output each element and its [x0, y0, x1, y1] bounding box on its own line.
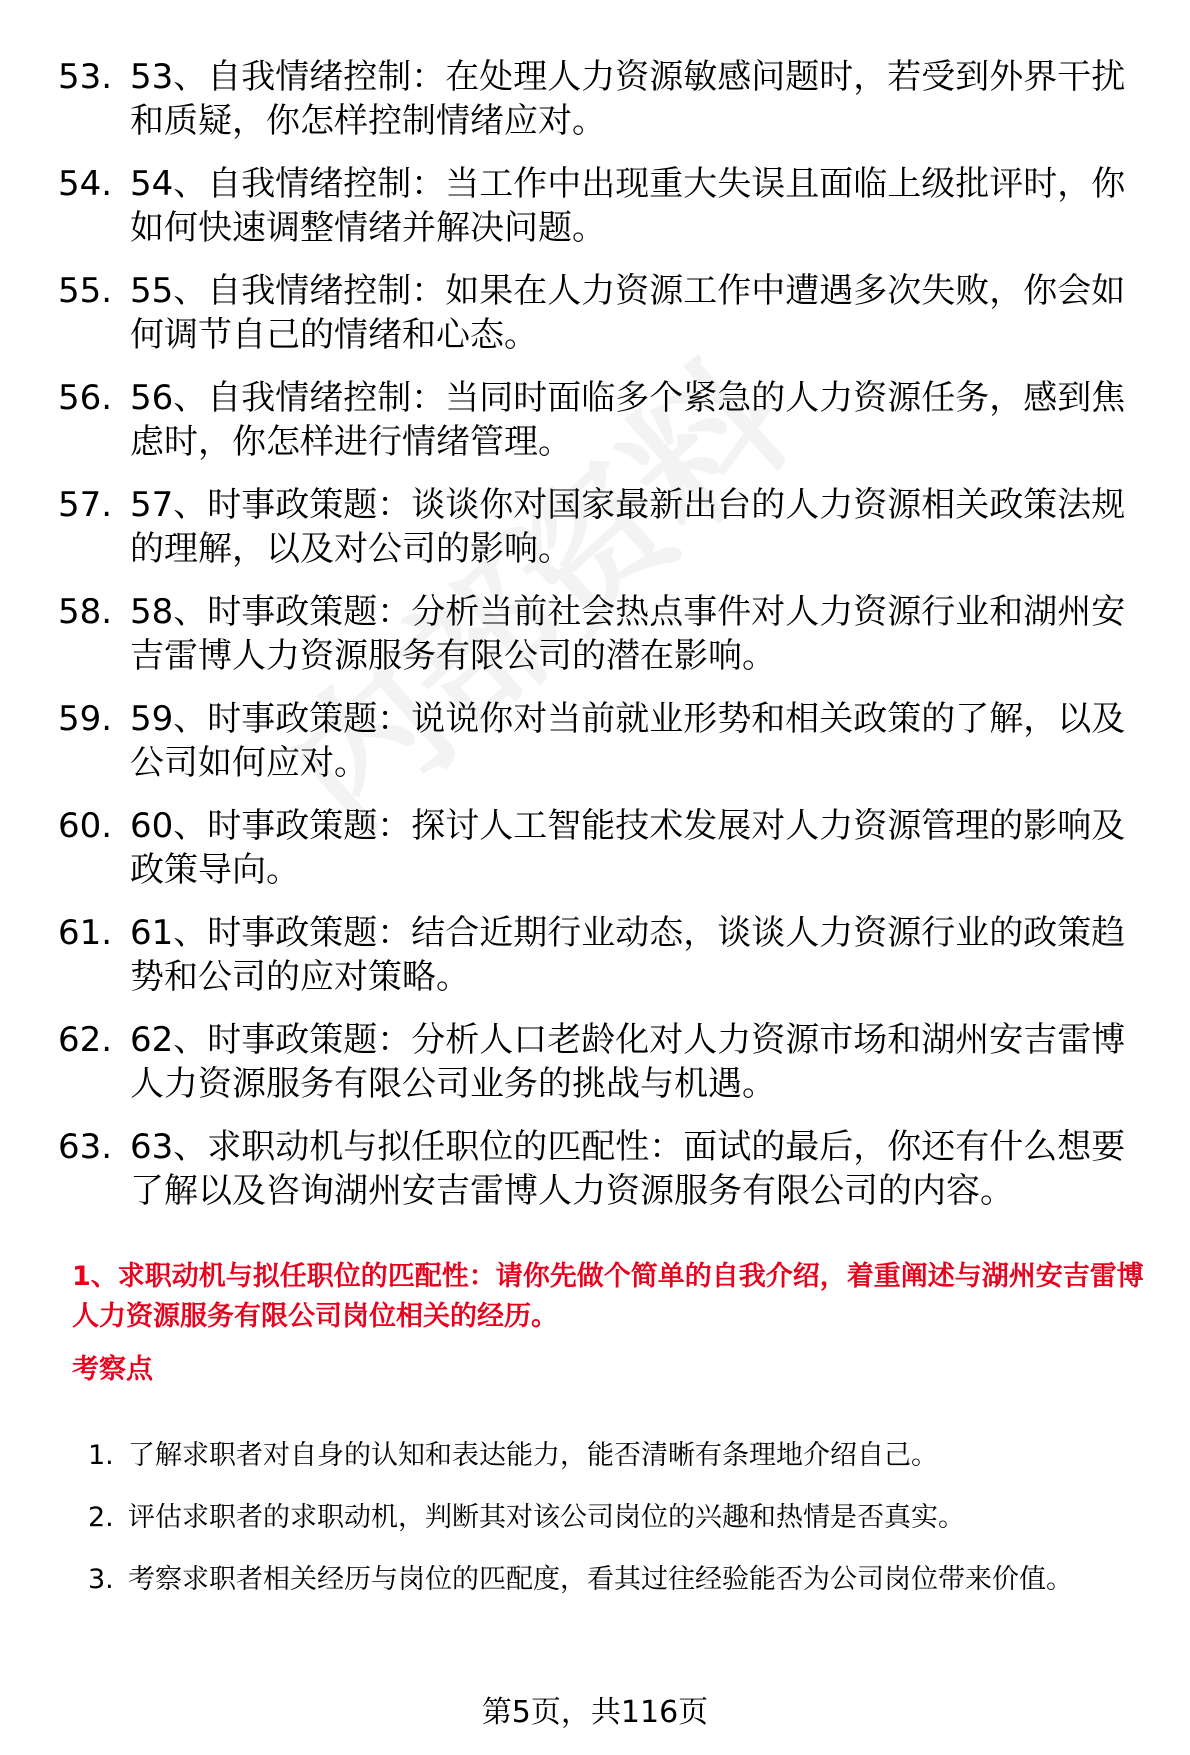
item-number: 55.	[58, 271, 113, 311]
item-number: 58.	[58, 592, 113, 632]
item-number: 60.	[58, 806, 113, 846]
section-title: 考察点	[72, 1354, 153, 1385]
item-text: 55、自我情绪控制：如果在人力资源工作中遭遇多次失败，你会如何调节自己的情绪和心态。	[130, 271, 1126, 355]
item-number: 63.	[58, 1127, 113, 1167]
item-text: 60、时事政策题：探讨人工智能技术发展对人力资源管理的影响及政策导向。	[130, 806, 1126, 890]
item-text: 评估求职者的求职动机，判断其对该公司岗位的兴趣和热情是否真实。	[128, 1502, 965, 1533]
page-footer: 第5页，共116页	[481, 1695, 709, 1730]
item-number: 54.	[58, 164, 113, 204]
list-item	[88, 1549, 1148, 1611]
list-item	[58, 911, 1150, 999]
list-item	[58, 804, 1150, 892]
item-text: 62、时事政策题：分析人口老龄化对人力资源市场和湖州安吉雷博人力资源服务有限公司业务的挑战与机遇。	[130, 1020, 1126, 1104]
item-text: 61、时事政策题：结合近期行业动态，谈谈人力资源行业的政策趋势和公司的应对策略。	[130, 913, 1126, 997]
list-item	[58, 590, 1150, 678]
item-text: 59、时事政策题：说说你对当前就业形势和相关政策的了解，以及公司如何应对。	[130, 699, 1126, 783]
assessment-points-list	[88, 1425, 1148, 1611]
list-item	[58, 1018, 1150, 1106]
item-number: 53.	[58, 57, 113, 97]
item-number: 61.	[58, 913, 113, 953]
list-item	[58, 162, 1150, 250]
highlight-question: 1、求职动机与拟任职位的匹配性：请你先做个简单的自我介绍，着重阐述与湖州安吉雷博人力资源服务有限公司岗位相关的经历。	[72, 1261, 1144, 1332]
item-text: 53、自我情绪控制：在处理人力资源敏感问题时，若受到外界干扰和质疑，你怎样控制情绪应对。	[130, 57, 1126, 141]
list-item	[58, 1125, 1150, 1213]
item-text: 63、求职动机与拟任职位的匹配性：面试的最后，你还有什么想要了解以及咨询湖州安吉雷博人力资源服务有限公司的内容。	[130, 1127, 1126, 1211]
item-number: 2.	[88, 1502, 114, 1533]
list-item	[88, 1425, 1148, 1487]
question-list	[58, 55, 1150, 1232]
list-item	[58, 269, 1150, 357]
item-text: 58、时事政策题：分析当前社会热点事件对人力资源行业和湖州安吉雷博人力资源服务有限公司的潜在影响。	[130, 592, 1126, 676]
item-text: 57、时事政策题：谈谈你对国家最新出台的人力资源相关政策法规的理解，以及对公司的影响。	[130, 485, 1126, 569]
item-text: 了解求职者对自身的认知和表达能力，能否清晰有条理地介绍自己。	[128, 1440, 938, 1471]
item-text: 56、自我情绪控制：当同时面临多个紧急的人力资源任务，感到焦虑时，你怎样进行情绪管理。	[130, 378, 1126, 462]
item-number: 3.	[88, 1564, 114, 1595]
list-item	[88, 1487, 1148, 1549]
item-number: 62.	[58, 1020, 113, 1060]
item-number: 59.	[58, 699, 113, 739]
item-number: 56.	[58, 378, 113, 418]
list-item	[58, 697, 1150, 785]
list-item	[58, 483, 1150, 571]
item-number: 1.	[88, 1440, 114, 1471]
list-item	[58, 55, 1150, 143]
item-text: 考察求职者相关经历与岗位的匹配度，看其过往经验能否为公司岗位带来价值。	[128, 1564, 1073, 1595]
item-number: 57.	[58, 485, 113, 525]
item-text: 54、自我情绪控制：当工作中出现重大失误且面临上级批评时，你如何快速调整情绪并解决问题。	[130, 164, 1126, 248]
list-item	[58, 376, 1150, 464]
